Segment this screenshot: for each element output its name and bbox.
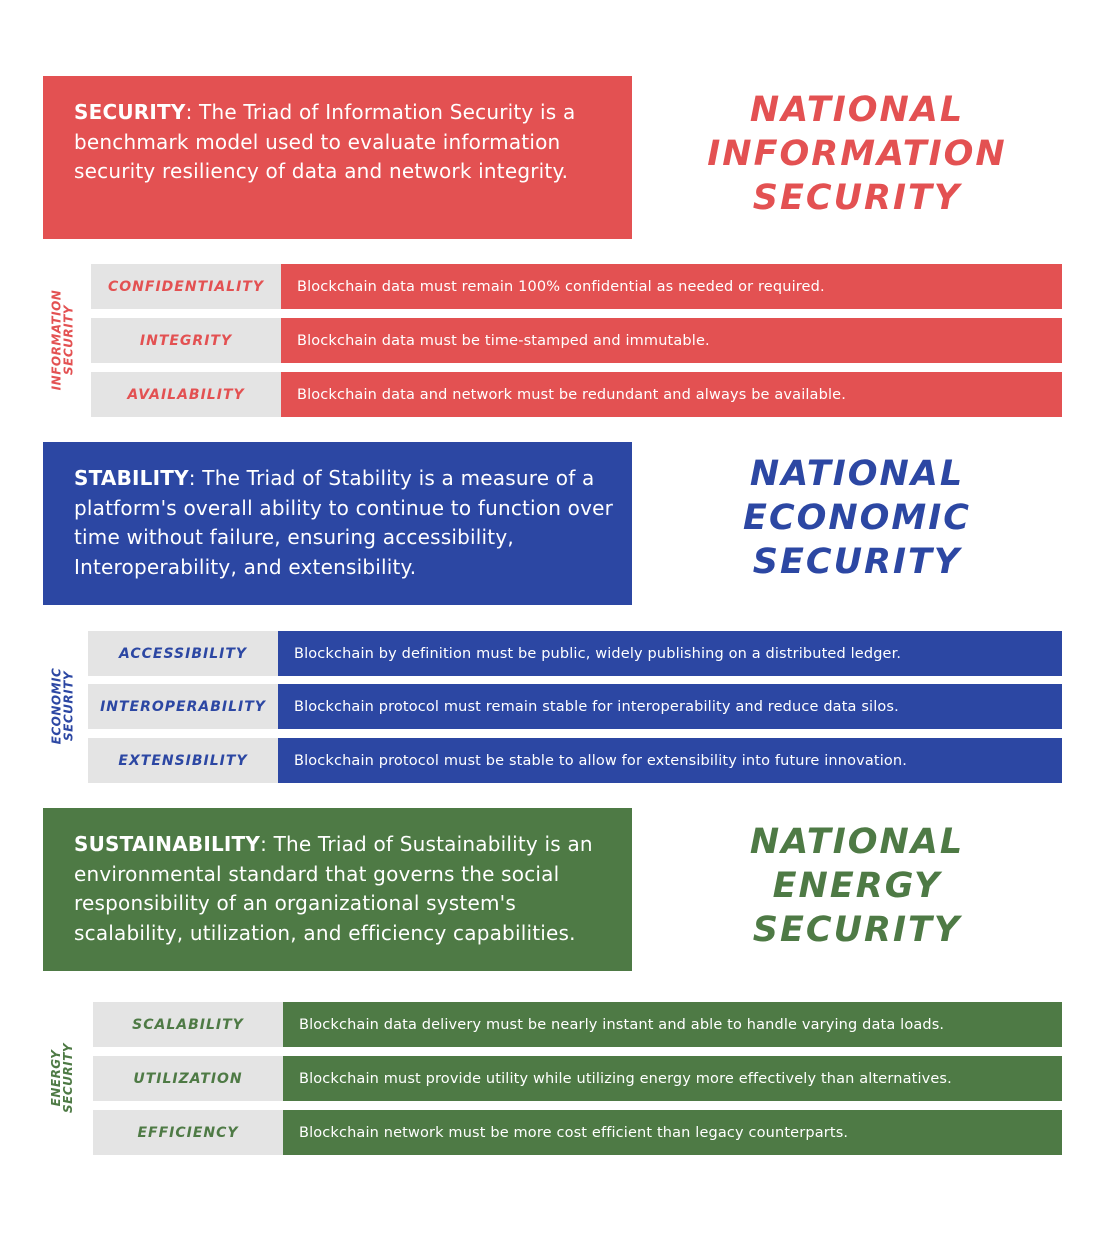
- row-label: AVAILABILITY: [91, 372, 281, 417]
- intro-box-stability: [43, 442, 632, 605]
- triad-row: [88, 631, 1062, 676]
- row-description: Blockchain protocol must remain stable for interoperability and reduce data silos.: [278, 684, 1062, 729]
- row-label: ACCESSIBILITY: [88, 631, 278, 676]
- intro-text: : The Triad of Sustainability is an environmental standard that governs the social responsibility of an organizational system's scalability, utilization, and efficiency capabilities.: [74, 832, 593, 945]
- side-label: [44, 1008, 80, 1148]
- row-description: Blockchain data must remain 100% confidential as needed or required.: [281, 264, 1062, 309]
- title-line: INFORMATION: [707, 134, 1007, 174]
- triad-row: [88, 738, 1062, 783]
- title-line: SECURITY: [752, 178, 962, 218]
- triad-row: [88, 684, 1062, 729]
- intro-box-security: [43, 76, 632, 239]
- row-label: CONFIDENTIALITY: [91, 264, 281, 309]
- side-label-line: ECONOMIC: [49, 667, 64, 745]
- side-label-line: SECURITY: [61, 671, 76, 741]
- section-title: [662, 820, 1052, 952]
- title-line: ECONOMIC: [743, 498, 971, 538]
- triad-row: [93, 1002, 1062, 1047]
- row-description: Blockchain must provide utility while utilizing energy more effectively than alternatives.: [283, 1056, 1062, 1101]
- row-label: INTEGRITY: [91, 318, 281, 363]
- intro-box-sustainability: [43, 808, 632, 971]
- side-label-line: SECURITY: [61, 1043, 76, 1113]
- side-label-line: INFORMATION: [49, 289, 63, 391]
- intro-term: STABILITY: [74, 466, 189, 490]
- title-line: NATIONAL: [749, 90, 965, 130]
- row-label: INTEROPERABILITY: [88, 684, 278, 729]
- title-line: SECURITY: [752, 910, 962, 950]
- title-line: ENERGY: [772, 866, 942, 906]
- row-description: Blockchain by definition must be public, widely publishing on a distributed ledger.: [278, 631, 1062, 676]
- intro-text: : The Triad of Stability is a measure of a platform's overall ability to continue to function over time without failure, ensuring accessibility, Interoperability, and extensibility.: [74, 466, 614, 579]
- row-label: UTILIZATION: [93, 1056, 283, 1101]
- triad-row: [91, 372, 1062, 417]
- intro-text: : The Triad of Information Security is a benchmark model used to evaluate information security resiliency of data and network integrity.: [74, 100, 576, 183]
- row-description: Blockchain data and network must be redundant and always be available.: [281, 372, 1062, 417]
- side-label-line: ENERGY: [49, 1049, 64, 1107]
- title-line: SECURITY: [752, 542, 962, 582]
- section-title: [662, 88, 1052, 220]
- triad-row: [91, 318, 1062, 363]
- row-label: EFFICIENCY: [93, 1110, 283, 1155]
- side-label-line: SECURITY: [61, 305, 75, 375]
- intro-term: SUSTAINABILITY: [74, 832, 261, 856]
- row-description: Blockchain network must be more cost efficient than legacy counterparts.: [283, 1110, 1062, 1155]
- triad-row: [93, 1110, 1062, 1155]
- section-title: [662, 452, 1052, 584]
- title-line: NATIONAL: [749, 454, 965, 494]
- row-label: SCALABILITY: [93, 1002, 283, 1047]
- title-line: NATIONAL: [749, 822, 965, 862]
- triad-row: [91, 264, 1062, 309]
- intro-term: SECURITY: [74, 100, 186, 124]
- row-description: Blockchain data must be time-stamped and immutable.: [281, 318, 1062, 363]
- row-description: Blockchain data delivery must be nearly instant and able to handle varying data loads.: [283, 1002, 1062, 1047]
- side-label: [44, 270, 80, 410]
- row-label: EXTENSIBILITY: [88, 738, 278, 783]
- row-description: Blockchain protocol must be stable to allow for extensibility into future innovation.: [278, 738, 1062, 783]
- triad-row: [93, 1056, 1062, 1101]
- side-label: [44, 636, 80, 776]
